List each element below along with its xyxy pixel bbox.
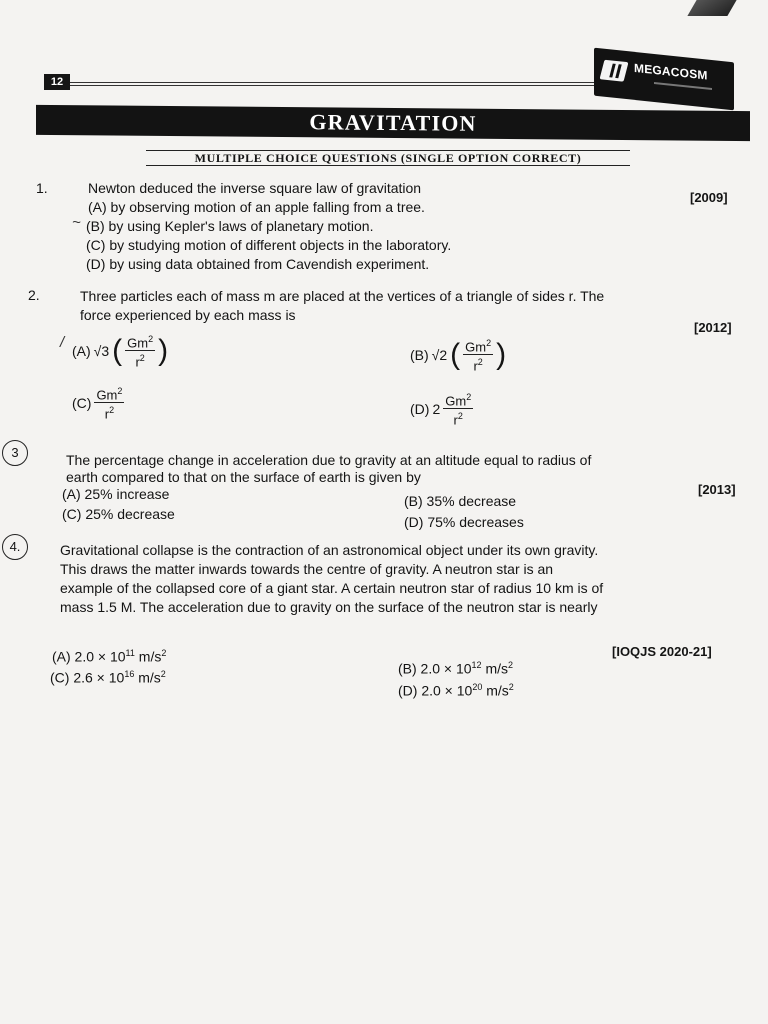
q1-option-b: (B) by using Kepler's laws of planetary motion. — [86, 218, 374, 234]
q1-option-a: (A) by observing motion of an apple falling from a tree. — [88, 199, 425, 215]
q4-line-1: Gravitational collapse is the contraction of an astronomical object under its own gravity. — [60, 542, 599, 558]
tick-mark-icon: / — [60, 334, 65, 351]
q1-text: Newton deduced the inverse square law of gravitation — [88, 180, 422, 196]
q3-line-2: earth compared to that on the surface of earth is given by — [66, 469, 421, 485]
q4-line-4: mass 1.5 M. The acceleration due to gravity on the surface of the neutron star is nearly — [60, 599, 598, 615]
q4-number: 4. — [2, 534, 28, 560]
tick-mark-icon: ~ — [72, 214, 81, 231]
q1-number: 1. — [36, 180, 48, 196]
q4-option-a: (A) $2.0 \times 10^{11}$ $m/s^2$ — [52, 648, 167, 665]
q4-line-2: This draws the matter inwards towards the centre of gravity. A neutron star is an — [60, 561, 554, 577]
header-rule — [70, 82, 598, 86]
q1-option-d: (D) by using data obtained from Cavendish experiment. — [86, 256, 430, 272]
q4-option-c: (C) $2.6 \times 10^{16}$ $m/s^2$ — [50, 669, 166, 686]
q2-option-a: (A) √3 ( $\frac{Gm^2}{r^2}$ ) — [72, 333, 169, 370]
page-number: 12 — [44, 74, 70, 90]
q2-line-1: Three particles each of mass m are placed at the vertices of a triangle of sides r. The — [80, 288, 605, 304]
q3-year: [2013] — [698, 482, 736, 497]
q4-option-b: (B) $2.0 \times 10^{12}$ $m/s^2$ — [398, 660, 514, 677]
brand-name: MEGACOSM — [634, 60, 708, 83]
corner-decoration — [687, 0, 736, 16]
q4-line-3: example of the collapsed core of a giant star. A certain neutron star of radius 10 km is of — [60, 580, 604, 596]
brand-tagline — [654, 82, 712, 90]
book-icon — [600, 60, 629, 82]
q2-year: [2012] — [694, 320, 732, 335]
q4-year: [IOQJS 2020-21] — [612, 644, 712, 659]
q3-number: 3 — [2, 440, 28, 466]
brand-badge — [594, 48, 734, 111]
q3-line-1: The percentage change in acceleration due to gravity at an altitude equal to radius of — [66, 452, 592, 468]
q1-year: [2009] — [690, 190, 728, 205]
q1-option-c: (C) by studying motion of different objects in the laboratory. — [86, 237, 452, 253]
q2-option-b: (B) √2 ( $\frac{Gm^2}{r^2}$ ) — [410, 337, 507, 374]
q2-number: 2. — [28, 287, 40, 303]
q3-option-a: (A) 25% increase — [62, 486, 170, 502]
section-subtitle: MULTIPLE CHOICE QUESTIONS (SINGLE OPTION CORRECT) — [146, 150, 630, 166]
q4-option-d: (D) $2.0 \times 10^{20}$ $m/s^2$ — [398, 682, 514, 699]
q3-option-d: (D) 75% decreases — [404, 514, 524, 530]
q2-option-d: (D) 2 $\frac{Gm^2}{r^2}$ — [410, 392, 472, 428]
chapter-title: GRAVITATION — [36, 105, 750, 141]
q2-option-c: (C) $\frac{Gm^2}{r^2}$ — [72, 386, 123, 422]
q2-line-2: force experienced by each mass is — [80, 307, 296, 323]
q3-option-c: (C) 25% decrease — [62, 506, 175, 522]
q3-option-b: (B) 35% decrease — [404, 493, 517, 509]
